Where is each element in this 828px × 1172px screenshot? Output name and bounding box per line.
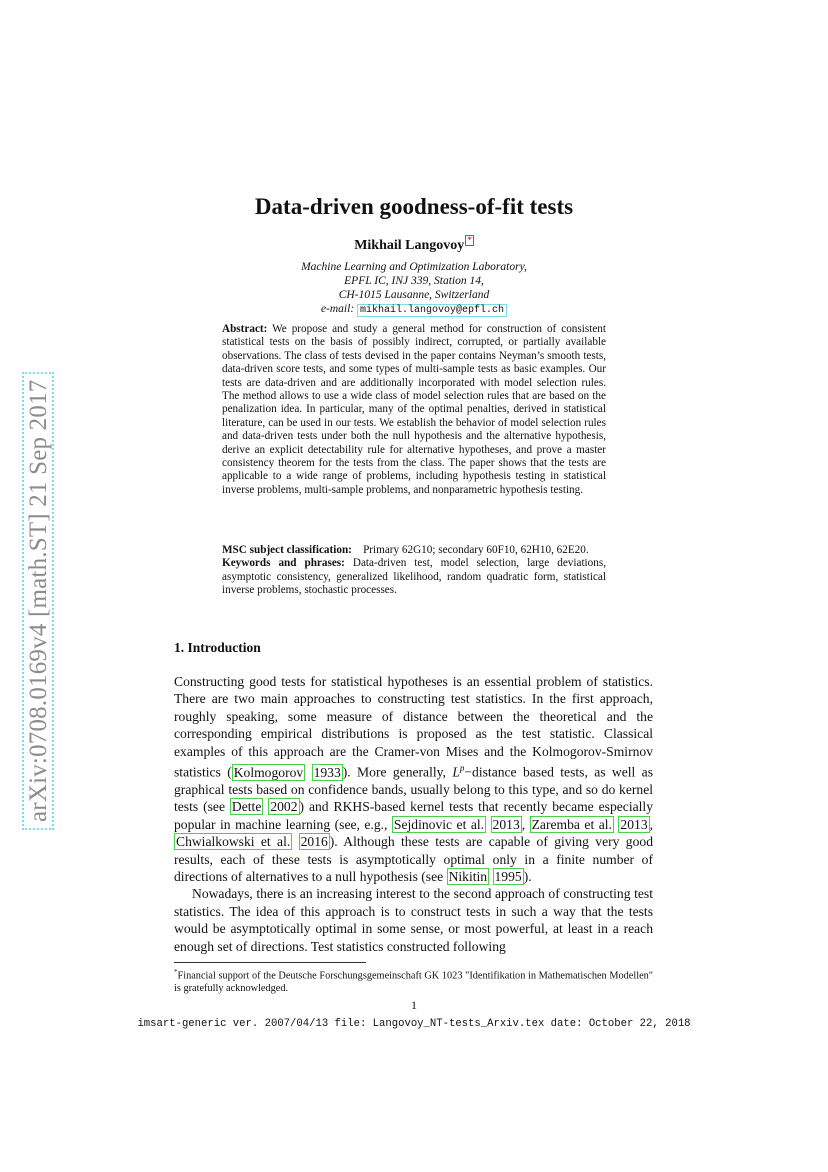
text-run [489,869,492,884]
affiliation-block [0,260,828,318]
footnote-divider [174,962,366,963]
text-run [292,834,298,849]
citation-year-kolmogorov[interactable]: 1933 [313,764,341,780]
affiliation-line-2: EPFL IC, INJ 339, Station 14, [344,275,484,287]
arxiv-identifier-stamp[interactable]: arXiv:0708.0169v4 [math.ST] 21 Sep 2017 [22,372,54,830]
text-run: , [649,816,654,832]
msc-line [222,544,606,557]
keywords-text: Data-driven test, model selection, large deviations, asymptotic consistency, generalized likelihood, random quadratic form, statistical inverse problems, stochastic processes. [222,557,607,597]
footnote-text: Financial support of the Deutsche Forschungsgemeinschaft GK 1023 "Identifikation in Mathematischen Modellen" is gratefully acknowledged. [174,970,653,995]
citation-dette[interactable]: Dette [231,799,262,815]
classification-block [222,544,606,598]
running-footer: imsart-generic ver. 2007/04/13 file: Langovoy_NT-tests_Arxiv.tex date: October 22, 2018 [137,1018,691,1030]
msc-label: MSC subject classification: [222,544,352,556]
abstract-label: Abstract: [222,323,268,335]
author-footnote-link[interactable]: * [467,235,472,245]
text-run [305,765,311,780]
text-run: ). More generally, [342,764,453,780]
footnote-mark: * [174,968,178,976]
keywords-label: Keywords and phrases: [222,557,345,570]
introduction-body [174,673,653,955]
citation-year-zaremba[interactable]: 2013 [620,816,648,832]
citation-nikitin[interactable]: Nikitin [448,869,488,884]
text-run: Constructing good tests for statistical hypotheses is an essential problem of statistics. There are two main approaches to constructing test statistics. In the first approach, roughly speaking, some measure of distance between the theoretical and the corresponding empirical distributions is proposed as the test statistic. Classical examples of this approach are the Cramer-von Mises and the Kolmogorov-Smirnov statistics ( [174,674,653,780]
abstract-text: We propose and study a general method for construction of consistent statistical tests on the basis of possibly indirect, corrupted, or partially available observations. The class of tests devised in the paper contains Neyman’s smooth tests, data-driven score tests, and some types of multi-sample tests as basic examples. Our tests are data-driven and are additionally incorporated with model selection rules. The method allows to use a wide class of model selection rules that are based on the penalization idea. In particular, many of the optimal penalties, derived in statistical literature, can be used in our tests. We establish the behavior of model selection rules and data-driven tests under both the null hypothesis and the alternative hypothesis, derive an explicit detectability rule for alternative hypotheses, and prove a master consistency theorem for the tests from the class. The paper shows that the tests are applicable to a wide range of problems, including hypothesis testing in statistical inverse problems, multi-sample problems, and nonparametric hypothesis testing. [222,323,606,496]
citation-year-sejdinovic[interactable]: 2013 [492,816,520,832]
citation-sejdinovic[interactable]: Sejdinovic et al. [393,816,485,832]
text-run: −distance based tests, as well as graphical tests based on confidence bands, usually belong to this type, and so do kernel tests (see [174,764,653,815]
citation-chwialkowski[interactable]: Chwialkowski et al. [176,834,291,850]
text-run: ). [523,869,532,884]
paper-title: Data-driven goodness-of-fit tests [254,194,574,219]
text-run [486,817,491,832]
affiliation-line-3: CH-1015 Lausanne, Switzerland [338,289,490,301]
email-link[interactable]: mikhail.langovoy@epfl.ch [357,304,507,317]
footnote [174,966,653,995]
text-run: ) and RKHS-based kernel tests that recently became especially popular in machine learning (see, e.g., [174,799,653,832]
email-label: e-mail: [320,303,355,315]
lp-symbol: L [452,764,460,780]
abstract-block [222,323,606,497]
author-line [0,235,828,254]
intro-paragraph-2: Nowadays, there is an increasing interest to the second approach of constructing test statistics. The idea of this approach is to construct tests in such a way that the tests would be asymptotically optimal in some sense, or most powerful, at least in a reach enough set of directions. Test statistics constructed following [174,886,653,954]
lp-exponent: p [459,763,465,774]
affiliation-line-1: Machine Learning and Optimization Laboratory, [301,261,527,273]
citation-zaremba[interactable]: Zaremba et al. [531,816,612,832]
page-number: 1 [411,998,417,1012]
citation-year-dette[interactable]: 2002 [270,799,298,815]
keywords-line [222,557,606,597]
citation-year-nikitin[interactable]: 1995 [494,869,522,884]
text-run: ). Although these tests are capable of giving very good results, each of these tests is asymptotically optimal only in a finite number of directions of alternatives to a null hypothesis (see [174,834,653,884]
author-name: Mikhail Langovoy [354,238,465,253]
text-run: , [521,816,530,832]
email-line [0,302,828,318]
section-heading: 1. Introduction [174,640,261,655]
citation-year-chwialkowski[interactable]: 2016 [300,834,328,850]
intro-paragraph-1 [174,673,653,885]
msc-text: Primary 62G10; secondary 60F10, 62H10, 62E20. [363,544,589,556]
citation-kolmogorov[interactable]: Kolmogorov [233,764,304,780]
